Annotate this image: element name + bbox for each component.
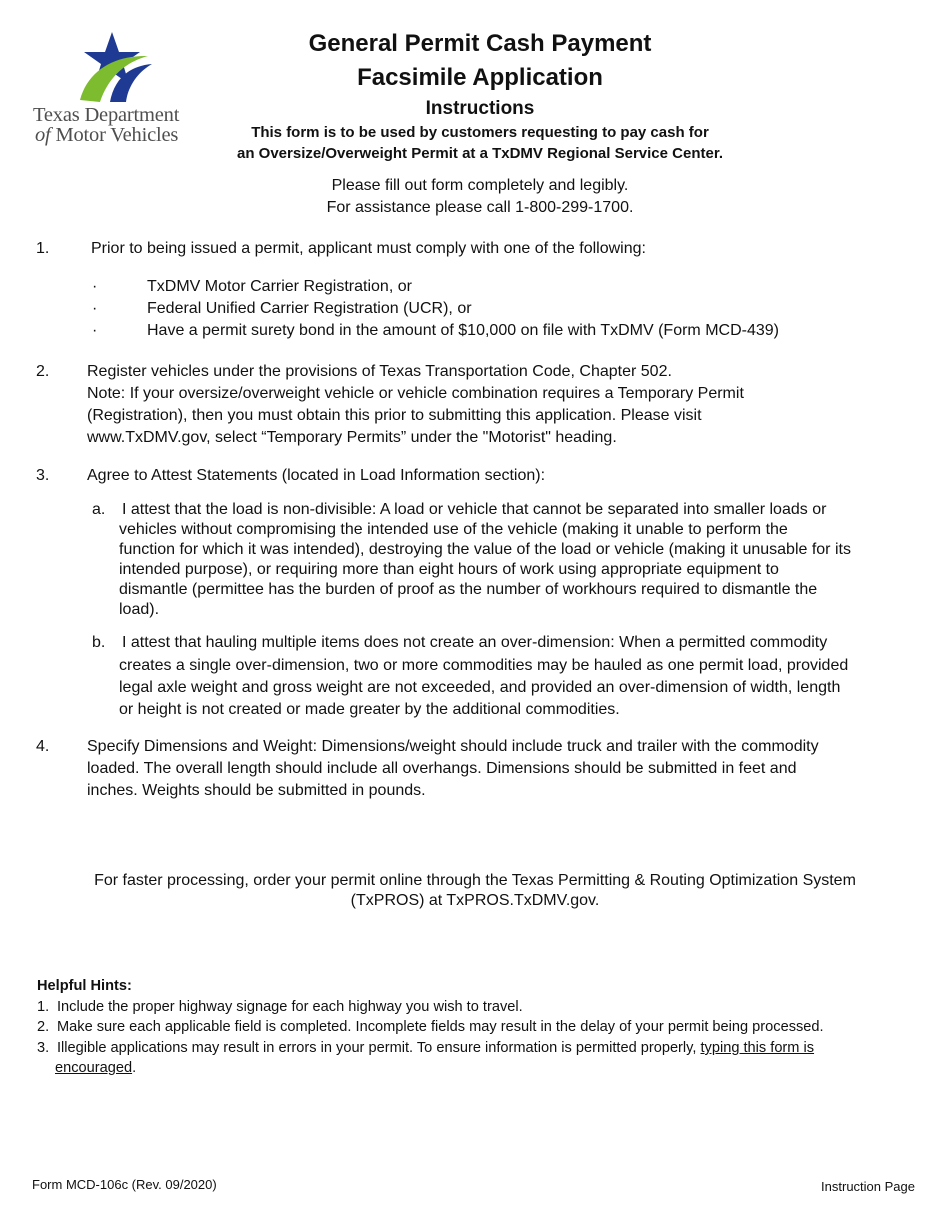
logo-text-line1: Texas Department [33,104,180,126]
txdmv-logo [30,30,195,148]
hint3-line2 [55,1058,136,1079]
item3-number: 3. [36,467,50,484]
hint3-line1 [57,1038,814,1059]
hint2-text: Make sure each applicable field is completed. Incomplete fields may result in the delay of your permit being processed. [57,1019,824,1035]
item3-b-label: b. [92,634,106,651]
item1-number: 1. [36,240,50,257]
logo-text-of: of [35,124,51,146]
hint3-underlined-part1: typing this form is [700,1040,815,1056]
item1-bullet2-dot: · [92,300,98,317]
fill-out-note: Please fill out form completely and legibly. [331,177,629,194]
item2-number: 2. [36,363,50,380]
item4-line1: Specify Dimensions and Weight: Dimensions/weight should include truck and trailer with the commodity [87,738,819,755]
item3-a-label: a. [92,501,106,518]
form-title-line2: Facsimile Application [357,64,603,91]
item3-text: Agree to Attest Statements (located in Load Information section): [87,467,546,484]
logo-text-motor-vehicles: Motor Vehicles [55,124,179,146]
item2-line1: Register vehicles under the provisions of Texas Transportation Code, Chapter 502. [87,363,672,380]
item1-bullet1-dot: · [92,278,98,295]
hint1-text: Include the proper highway signage for each highway you wish to travel. [57,999,523,1015]
item1-bullet1: TxDMV Motor Carrier Registration, or [147,278,412,295]
item3-b-line2: creates a single over-dimension, two or more commodities may be hauled as one permit load, provided [119,657,849,674]
item1-bullet3-dot: · [92,322,98,339]
item1-text: Prior to being issued a permit, applicant must comply with one of the following: [91,240,646,257]
logo-text-line2 [35,124,178,147]
item3-b-line3: legal axle weight and gross weight are not exceeded, and provided an over-dimension of width, length [119,679,841,696]
item4-line3: inches. Weights should be submitted in pounds. [87,782,426,799]
item3-a-line2: vehicles without compromising the intended use of the vehicle (making it unable to perform the [119,521,788,538]
item1-bullet3: Have a permit surety bond in the amount of $10,000 on file with TxDMV (Form MCD-439) [147,322,779,339]
item2-line2: Note: If your oversize/overweight vehicle or vehicle combination requires a Temporary Permit [87,385,744,402]
item3-b-line1: I attest that hauling multiple items does not create an over-dimension: When a permitted commodity [122,634,828,651]
faster-processing-line2: (TxPROS) at TxPROS.TxDMV.gov. [350,892,600,909]
form-title-line1: General Permit Cash Payment [308,30,652,57]
purpose-line1: This form is to be used by customers requesting to pay cash for [251,124,709,141]
form-id: Form MCD-106c (Rev. 09/2020) [32,1177,217,1192]
item3-a-line5: dismantle (permittee has the burden of proof as the number of workhours required to dismantle the [119,581,818,598]
star-swoosh-icon [70,30,155,104]
purpose-line2: an Oversize/Overweight Permit at a TxDMV Regional Service Center. [236,145,723,162]
faster-processing-line1: For faster processing, order your permit online through the Texas Permitting & Routing Optimization System [94,872,856,889]
item2-line4: www.TxDMV.gov, select “Temporary Permits” under the "Motorist" heading. [87,429,617,446]
item3-b-line4: or height is not created or made greater by the additional commodities. [119,701,620,718]
item2-line3: (Registration), then you must obtain this prior to submitting this application. Please visit [87,407,702,424]
instructions-heading: Instructions [425,98,535,119]
hint3-number: 3. [37,1040,50,1056]
assistance-note: For assistance please call 1-800-299-1700. [326,199,634,216]
hint3-text: Illegible applications may result in errors in your permit. To ensure information is permitted properly, [57,1040,697,1056]
item3-a-line1: I attest that the load is non-divisible: A load or vehicle that cannot be separated into smaller loads or [122,501,827,518]
item4-number: 4. [36,738,50,755]
item4-line2: loaded. The overall length should include all overhangs. Dimensions should be submitted in feet and [87,760,797,777]
hint3-underlined-part2: encouraged [55,1060,133,1076]
page-label: Instruction Page [821,1179,915,1194]
item3-a-line6: load). [119,601,160,618]
hint2-number: 2. [37,1019,50,1035]
hint1-number: 1. [37,999,50,1015]
helpful-hints-title: Helpful Hints: [37,978,132,994]
hint3-period: . [132,1060,137,1076]
item1-bullet2: Federal Unified Carrier Registration (UCR), or [147,300,472,317]
item3-a-line3: function for which it was intended), destroying the value of the load or vehicle (making it unusable for its [119,541,851,558]
item3-a-line4: intended purpose), or requiring more than eight hours of work using appropriate equipment to [119,561,779,578]
